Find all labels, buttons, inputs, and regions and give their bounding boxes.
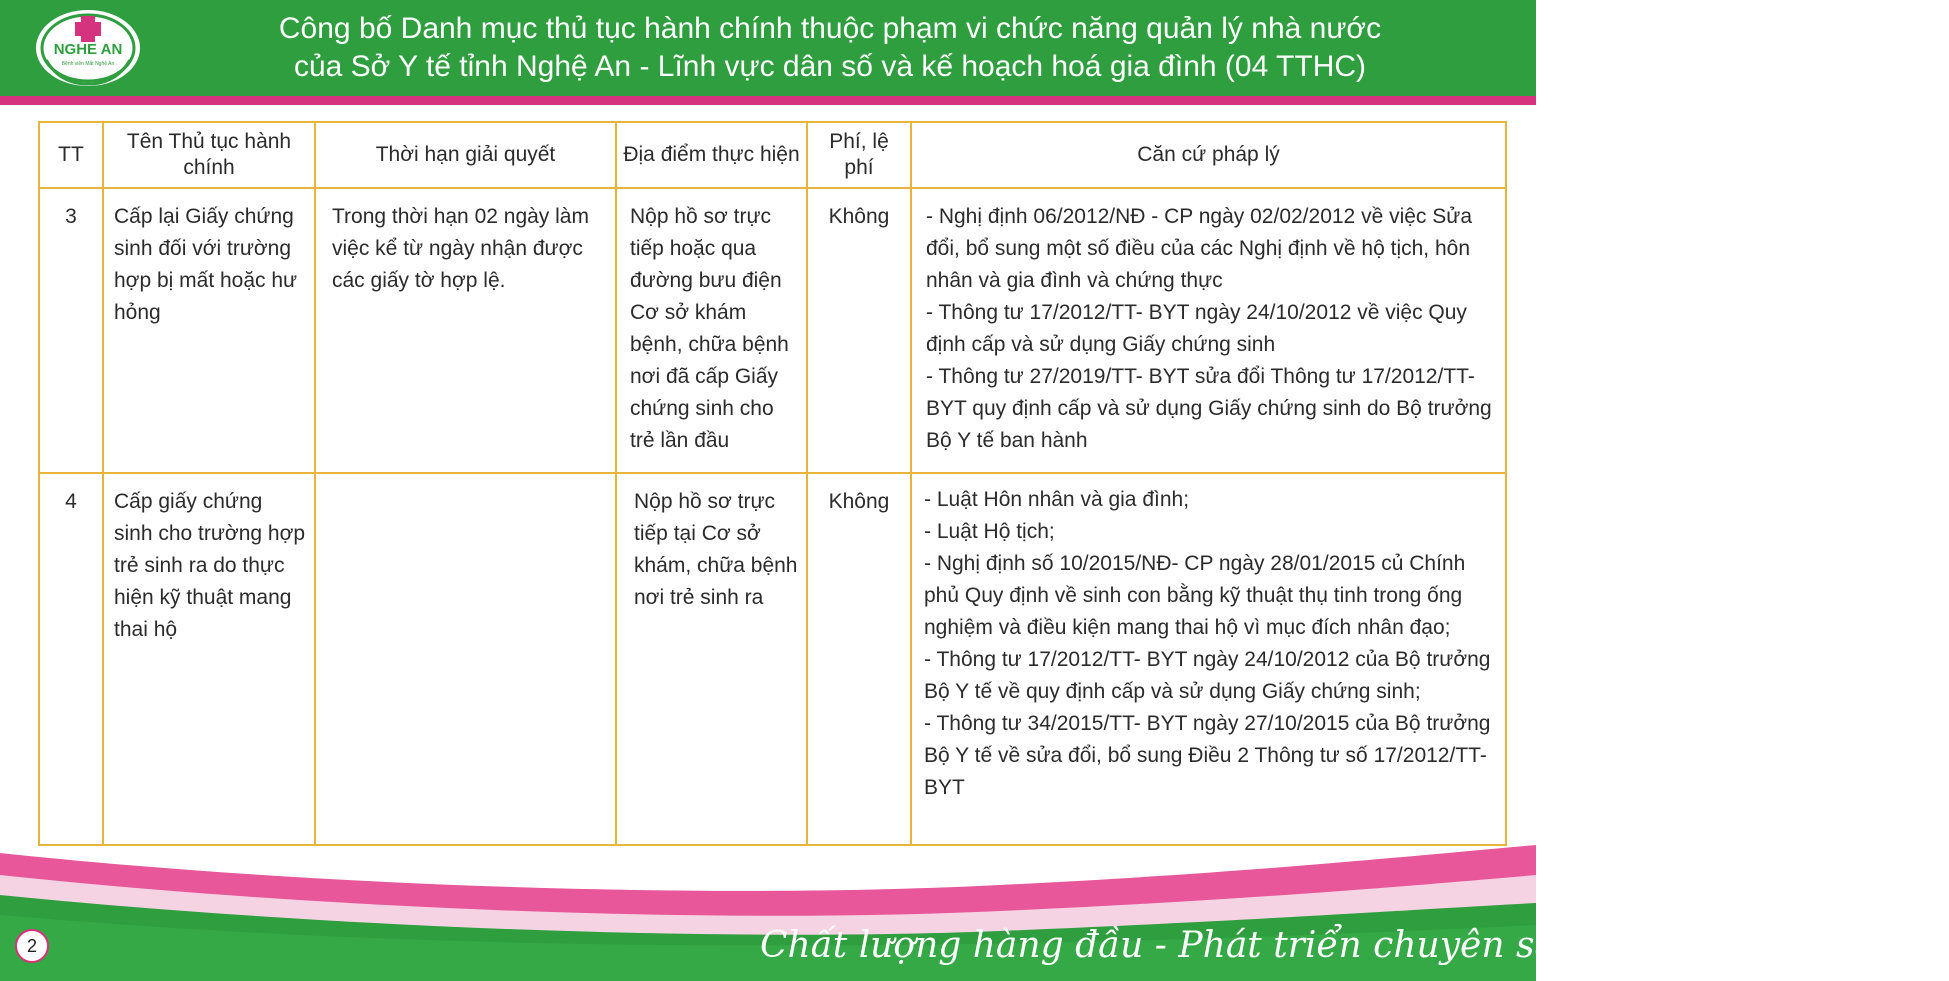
header-fee: Phí, lệ phí <box>807 122 911 188</box>
legal-item: - Thông tư 27/2019/TT- BYT sửa đổi Thông tư 17/2012/TT-BYT quy định cấp và sử dụng Giấy chứng sinh do Bộ trưởng Bộ Y tế ban hành <box>926 365 1492 452</box>
header-name: Tên Thủ tục hành chính <box>103 122 315 188</box>
legal-item: - Thông tư 34/2015/TT- BYT ngày 27/10/2015 của Bộ trưởng Bộ Y tế về sửa đổi, bổ sung Điều 2 Thông tư số 17/2012/TT-BYT <box>924 712 1491 799</box>
table-header-row <box>39 122 1506 188</box>
cell-fee: Không <box>807 188 911 473</box>
page-title-line2: của Sở Y tế tỉnh Nghệ An - Lĩnh vực dân số và kế hoạch hoá gia đình (04 TTHC) <box>293 50 1367 83</box>
legal-item: - Luật Hôn nhân và gia đình; <box>924 488 1190 511</box>
logo-text: NGHE AN <box>53 41 123 58</box>
legal-item: - Nghị định 06/2012/NĐ - CP ngày 02/02/2012 về việc Sửa đổi, bổ sung một số điều của các Nghị định về hộ tịch, hôn nhân và gia đình và chứng thực <box>926 205 1472 292</box>
procedures-table-wrap <box>38 121 1505 845</box>
header-stripe <box>0 96 1536 105</box>
table-row <box>39 188 1506 473</box>
logo-subtext: Bệnh viện Mắt Nghệ An <box>61 61 115 67</box>
cell-name: Cấp lại Giấy chứng sinh đối với trường hợp bị mất hoặc hư hỏng <box>103 188 315 473</box>
legal-item: - Thông tư 17/2012/TT- BYT ngày 24/10/2012 của Bộ trưởng Bộ Y tế về quy định cấp và sử dụng Giấy chứng sinh; <box>924 648 1491 703</box>
header-legal: Căn cứ pháp lý <box>911 122 1506 188</box>
cell-tt: 4 <box>39 473 103 845</box>
cell-time <box>315 473 616 845</box>
cell-legal <box>911 473 1506 845</box>
legal-item: - Luật Hộ tịch; <box>924 520 1055 543</box>
cell-place: Nộp hồ sơ trực tiếp hoặc qua đường bưu điện Cơ sở khám bệnh, chữa bệnh nơi đã cấp Giấy chứng sinh cho trẻ lần đầu <box>616 188 807 473</box>
slogan: Chất lượng hàng đầu - Phát triển chuyên sâu - Nâng tầm cao mới <box>760 925 1949 966</box>
hospital-cross-logo-icon <box>32 6 144 90</box>
cell-tt: 3 <box>39 188 103 473</box>
header-place: Địa điểm thực hiện <box>616 122 807 188</box>
procedures-table <box>38 121 1507 846</box>
page-number: 2 <box>15 929 49 963</box>
header-tt: TT <box>39 122 103 188</box>
cell-legal <box>911 188 1506 473</box>
legal-item: - Thông tư 17/2012/TT- BYT ngày 24/10/2012 về việc Quy định cấp và sử dụng Giấy chứng sinh <box>926 301 1467 356</box>
cell-name: Cấp giấy chứng sinh cho trường hợp trẻ sinh ra do thực hiện kỹ thuật mang thai hộ <box>103 473 315 845</box>
page-title-line1: Công bố Danh mục thủ tục hành chính thuộc phạm vi chức năng quản lý nhà nước <box>278 12 1382 45</box>
cell-time: Trong thời hạn 02 ngày làm việc kể từ ngày nhận được các giấy tờ hợp lệ. <box>315 188 616 473</box>
header-time: Thời hạn giải quyết <box>315 122 616 188</box>
table-row <box>39 473 1506 845</box>
cell-place: Nộp hồ sơ trực tiếp tại Cơ sở khám, chữa bệnh nơi trẻ sinh ra <box>616 473 807 845</box>
legal-item: - Nghị định số 10/2015/NĐ- CP ngày 28/01/2015 củ Chính phủ Quy định về sinh con bằng kỹ thuật thụ tinh trong ống nghiệm và điều kiện mang thai hộ vì mục đích nhân đạo; <box>924 552 1466 639</box>
page-title <box>160 10 1500 86</box>
cell-fee: Không <box>807 473 911 845</box>
